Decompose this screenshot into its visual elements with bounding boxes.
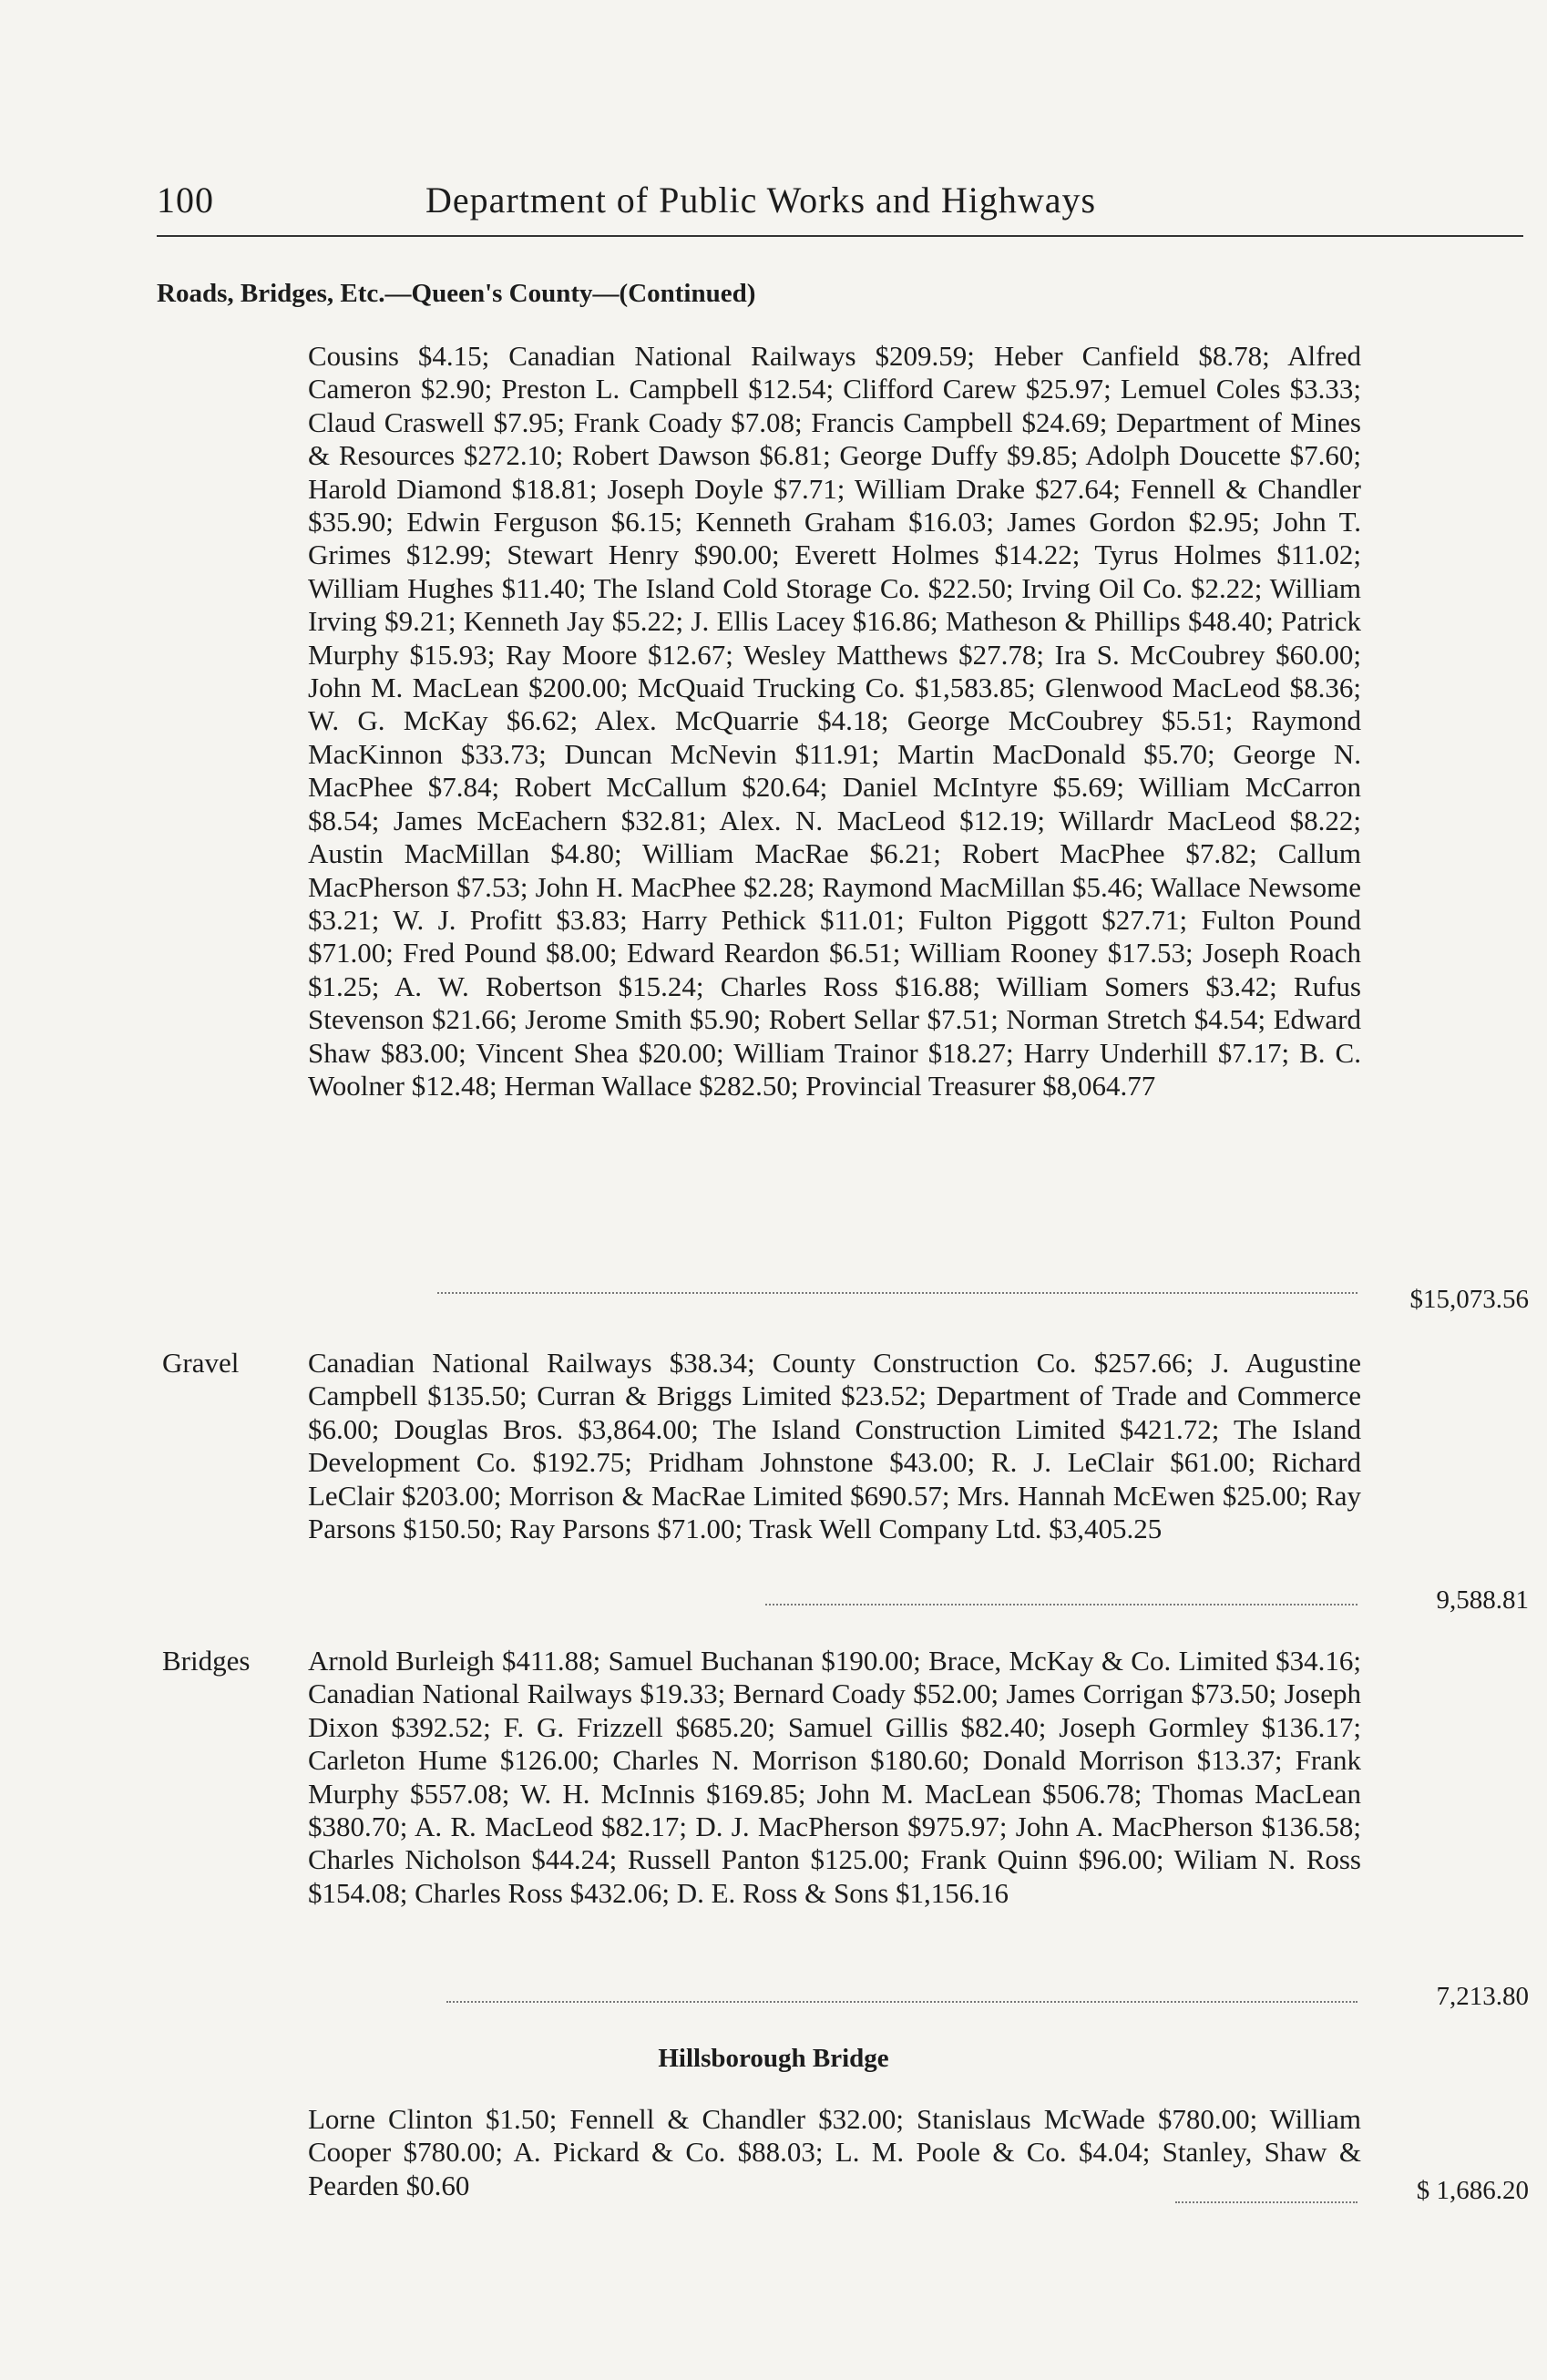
gravel-total: 9,588.81: [1436, 1585, 1529, 1615]
gravel-label: Gravel: [162, 1347, 240, 1379]
gravel-leader-dots: [765, 1604, 1357, 1605]
section-heading: Roads, Bridges, Etc.—Queen's County—(Continued): [157, 279, 756, 308]
page-number: 100: [157, 180, 214, 221]
bridges-label: Bridges: [162, 1645, 251, 1677]
roads-total: $15,073.56: [1409, 1285, 1529, 1314]
bridges-entry-text: Arnold Burleigh $411.88; Samuel Buchanan $190.00; Brace, McKay & Co. Limited $34.16; Canadian National Railways $19.33; Bernard Coady $52.00; James Corrigan $73.50; Joseph Dixon $392.52; F. G. Frizzell $685.20; Samuel Gillis $82.40; Joseph Gormley $136.17; Carleton Hume $126.00; Charles N. Morrison $180.60; Donald Morrison $13.37; Frank Murphy $557.08; W. H. McInnis $169.85; John M. MacLean $506.78; Thomas MacLean $380.70; A. R. MacLeod $82.17; D. J. MacPherson $975.97; John A. MacPherson $136.58; Charles Nicholson $44.24; Russell Panton $125.00; Frank Quinn $96.00; Wiliam N. Ross $154.08; Charles Ross $432.06; D. E. Ross & Sons $1,156.16: [308, 1645, 1361, 1909]
bridges-leader-dots: [446, 2001, 1357, 2003]
hillsborough-entry-text: Lorne Clinton $1.50; Fennell & Chandler $32.00; Stanislaus McWade $780.00; William Cooper $780.00; A. Pickard & Co. $88.03; L. M. Poole & Co. $4.04; Stanley, Shaw & Pearden $0.60: [308, 2103, 1361, 2201]
bridges-total: 7,213.80: [1436, 1982, 1529, 2011]
hillsborough-heading: Hillsborough Bridge: [658, 2044, 889, 2073]
gravel-entry-text: Canadian National Railways $38.34; County Construction Co. $257.66; J. Augustine Campbell $135.50; Curran & Briggs Limited $23.52; Department of Trade and Commerce $6.00; Douglas Bros. $3,864.00; The Island Construction Limited $421.72; The Island Development Co. $192.75; Pridham Johnstone $43.00; R. J. LeClair $61.00; Richard LeClair $203.00; Morrison & MacRae Limited $690.57; Mrs. Hannah McEwen $25.00; Ray Parsons $150.50; Ray Parsons $71.00; Trask Well Company Ltd. $3,405.25: [308, 1347, 1361, 1545]
running-title: Department of Public Works and Highways: [425, 180, 1097, 221]
header-rule: [157, 235, 1523, 237]
hillsborough-leader-dots: [1175, 2201, 1357, 2203]
hillsborough-total: $ 1,686.20: [1416, 2176, 1529, 2205]
roads-leader-dots: [437, 1292, 1357, 1294]
roads-entry-text: Cousins $4.15; Canadian National Railways $209.59; Heber Canfield $8.78; Alfred Cameron $2.90; Preston L. Campbell $12.54; Clifford Carew $25.97; Lemuel Coles $3.33; Claud Craswell $7.95; Frank Coady $7.08; Francis Campbell $24.69; Department of Mines & Resources $272.10; Robert Dawson $6.81; George Duffy $9.85; Adolph Doucette $7.60; Harold Diamond $18.81; Joseph Doyle $7.71; William Drake $27.64; Fennell & Chandler $35.90; Edwin Ferguson $6.15; Kenneth Graham $16.03; James Gordon $2.95; John T. Grimes $12.99; Stewart Henry $90.00; Everett Holmes $14.22; Tyrus Holmes $11.02; William Hughes $11.40; The Island Cold Storage Co. $22.50; Irving Oil Co. $2.22; William Irving $9.21; Kenneth Jay $5.22; J. Ellis Lacey $16.86; Matheson & Phillips $48.40; Patrick Murphy $15.93; Ray Moore $12.67; Wesley Matthews $27.78; Ira S. McCoubrey $60.00; John M. MacLean $200.00; McQuaid Trucking Co. $1,583.85; Glenwood MacLeod $8.36; W. G. McKay $6.62; Alex. McQuarrie $4.18; George McCoubrey $5.51; Raymond MacKinnon $33.73; Duncan McNevin $11.91; Martin MacDonald $5.70; George N. MacPhee $7.84; Robert McCallum $20.64; Daniel McIntyre $5.69; William McCarron $8.54; James McEachern $32.81; Alex. N. MacLeod $12.19; Willardr MacLeod $8.22; Austin MacMillan $4.80; William MacRae $6.21; Robert MacPhee $7.82; Callum MacPherson $7.53; John H. MacPhee $2.28; Raymond MacMillan $5.46; Wallace Newsome $3.21; W. J. Profitt $3.83; Harry Pethick $11.01; Fulton Piggott $27.71; Fulton Pound $71.00; Fred Pound $8.00; Edward Reardon $6.51; William Rooney $17.53; Joseph Roach $1.25; A. W. Robertson $15.24; Charles Ross $16.88; William Somers $3.42; Rufus Stevenson $21.66; Jerome Smith $5.90; Robert Sellar $7.51; Norman Stretch $4.54; Edward Shaw $83.00; Vincent Shea $20.00; William Trainor $18.27; Harry Underhill $7.17; B. C. Woolner $12.48; Herman Wallace $282.50; Provincial Treasurer $8,064.77: [308, 340, 1361, 1102]
